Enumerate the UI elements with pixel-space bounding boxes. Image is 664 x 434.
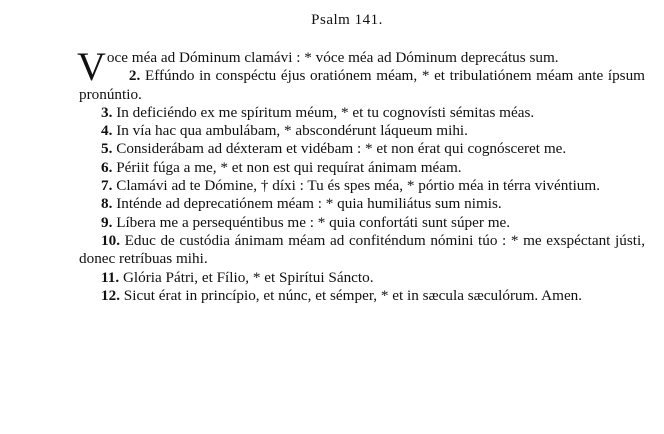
verse-text: oce méa ad Dóminum clamávi : * vóce méa ad Dóminum deprecátus sum.: [106, 49, 559, 66]
page-title: Psalm 141.: [311, 12, 383, 28]
verse-text: Educ de custódia ánimam méam ad confiténdum nómini túo : * me exspéctant jústi, donec retríbuas mihi.: [79, 231, 645, 268]
verse-number: 5.: [101, 140, 113, 158]
verse-12: [79, 287, 645, 305]
verse-text: Effúndo in conspéctu éjus oratiónem méam, * et tribulatiónem méam ante ípsum pronúntio.: [79, 67, 645, 103]
verse-number: 6.: [101, 158, 113, 176]
verse-number: 11.: [101, 268, 120, 286]
verse-number: 8.: [101, 195, 113, 213]
verse-text: Glória Pátri, et Fílio, * et Spirítui Sáncto.: [122, 268, 374, 286]
initial-letter: V: [77, 44, 106, 89]
verse-8: [79, 195, 645, 213]
verse-text: In vía hac qua ambulábam, * abscondérunt láqueum mihi.: [116, 122, 468, 140]
verse-5: [79, 140, 645, 158]
verse-3: [79, 104, 645, 122]
verse-7: [79, 177, 645, 195]
verse-text: Inténde ad deprecatiónem méam : * quia humiliátus sum nimis.: [116, 195, 502, 213]
verse-text: Sicut érat in princípio, et núnc, et sémper, * et in sæcula sæculórum. Amen.: [123, 286, 583, 304]
verse-9: [79, 214, 645, 232]
verse-number: 10.: [101, 231, 120, 249]
psalm-text: [77, 44, 645, 305]
verse-number: 2.: [128, 67, 141, 85]
verse-2: [79, 67, 645, 104]
verse-10: [79, 232, 645, 269]
verse-number: 12.: [101, 286, 120, 304]
verse-number: 7.: [101, 177, 113, 195]
verse-6: [79, 159, 645, 177]
verse-text: Clamávi ad te Dómine, † díxi : Tu és spes méa, * pórtio méa in térra vivéntium.: [116, 177, 600, 195]
verse-text: Líbera me a persequéntibus me : * quia confortáti sunt súper me.: [116, 213, 511, 231]
verse-11: [79, 269, 645, 287]
verse-text: Considerábam ad déxteram et vidébam : * et non érat qui cognósceret me.: [116, 140, 567, 158]
verse-number: 9.: [101, 213, 113, 231]
verse-text: In deficiéndo ex me spíritum méum, * et tu cognovísti sémitas méas.: [116, 103, 535, 121]
verse-text: Périit fúga a me, * et non est qui requírat ánimam méam.: [116, 158, 462, 176]
verse-4: [79, 122, 645, 140]
verse-number: 4.: [101, 122, 113, 140]
verse-number: 3.: [101, 103, 113, 121]
